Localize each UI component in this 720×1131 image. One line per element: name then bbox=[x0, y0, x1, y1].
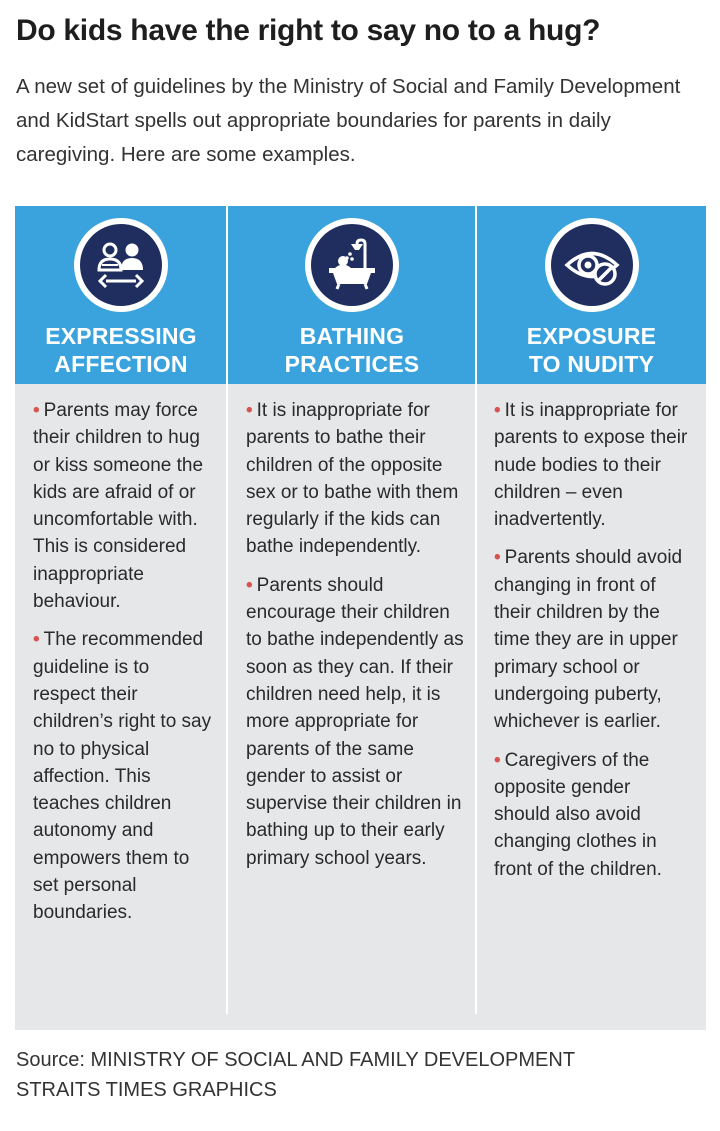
column-header-bathing bbox=[228, 206, 476, 384]
column-header-nudity bbox=[477, 206, 706, 384]
credit-line: STRAITS TIMES GRAPHICS bbox=[16, 1079, 277, 1101]
intro-text: A new set of guidelines by the Ministry of Social and Family Development and KidStart spells out appropriate boundaries for parents in daily caregiving. Here are some examples. bbox=[16, 75, 681, 166]
bullet-icon: • bbox=[494, 547, 501, 569]
column-body-nudity bbox=[494, 397, 690, 894]
column-title-line2: TO NUDITY bbox=[528, 351, 655, 377]
eye-prohibited-icon bbox=[551, 224, 633, 306]
column-title-line2: PRACTICES bbox=[284, 351, 420, 377]
source-line: Source: MINISTRY OF SOCIAL AND FAMILY DEVELOPMENT bbox=[16, 1049, 576, 1071]
guideline-paragraph: • Caregivers of the opposite gender should also avoid changing clothes in front of the children. bbox=[494, 749, 662, 880]
bullet-icon: • bbox=[33, 629, 40, 651]
column-title-line1: EXPOSURE bbox=[526, 323, 657, 349]
column-body-affection bbox=[33, 397, 213, 938]
guideline-paragraph: • The recommended guideline is to respect their children’s right to say no to physical affection. This teaches children autonomy and empowers them to set personal boundaries. bbox=[33, 629, 212, 924]
bullet-icon: • bbox=[494, 400, 501, 421]
bullet-icon: • bbox=[494, 749, 501, 771]
guideline-paragraph: • Parents should avoid changing in front of their children by the time they are in upper primary school or undergoing puberty, whichever is earlier. bbox=[494, 547, 683, 733]
column-body-bathing bbox=[246, 397, 467, 883]
source-credit bbox=[16, 1045, 706, 1105]
column-title-line2: AFFECTION bbox=[54, 351, 188, 377]
column-divider bbox=[475, 206, 477, 1014]
guideline-paragraph: • Parents may force their children to hug or kiss someone the kids are afraid of or uncomfortable with. This is considered inappropriate behaviour. bbox=[33, 400, 204, 613]
bullet-icon: • bbox=[246, 400, 253, 421]
people-exchange-icon bbox=[80, 224, 162, 306]
column-title-line1: BATHING bbox=[299, 323, 405, 349]
headline: Do kids have the right to say no to a hug? bbox=[16, 14, 601, 47]
bullet-icon: • bbox=[246, 574, 253, 596]
bathtub-shower-icon bbox=[311, 224, 393, 306]
bullet-icon: • bbox=[33, 400, 40, 421]
guideline-paragraph: • It is inappropriate for parents to expose their nude bodies to their children – even inadvertently. bbox=[494, 400, 688, 531]
guideline-paragraph: • Parents should encourage their children to bathe independently as soon as they can. If their children need help, it is more appropriate for parents of the same gender to assist or supervise their children in bathing up to their early primary school years. bbox=[246, 574, 464, 869]
guideline-paragraph: • It is inappropriate for parents to bathe their children of the opposite sex or to bathe with them regularly if the kids can bathe independently. bbox=[246, 400, 459, 558]
column-header-affection bbox=[15, 206, 227, 384]
column-title-line1: EXPRESSING bbox=[45, 323, 197, 349]
guidelines-table bbox=[15, 206, 706, 1030]
column-divider bbox=[226, 206, 228, 1014]
